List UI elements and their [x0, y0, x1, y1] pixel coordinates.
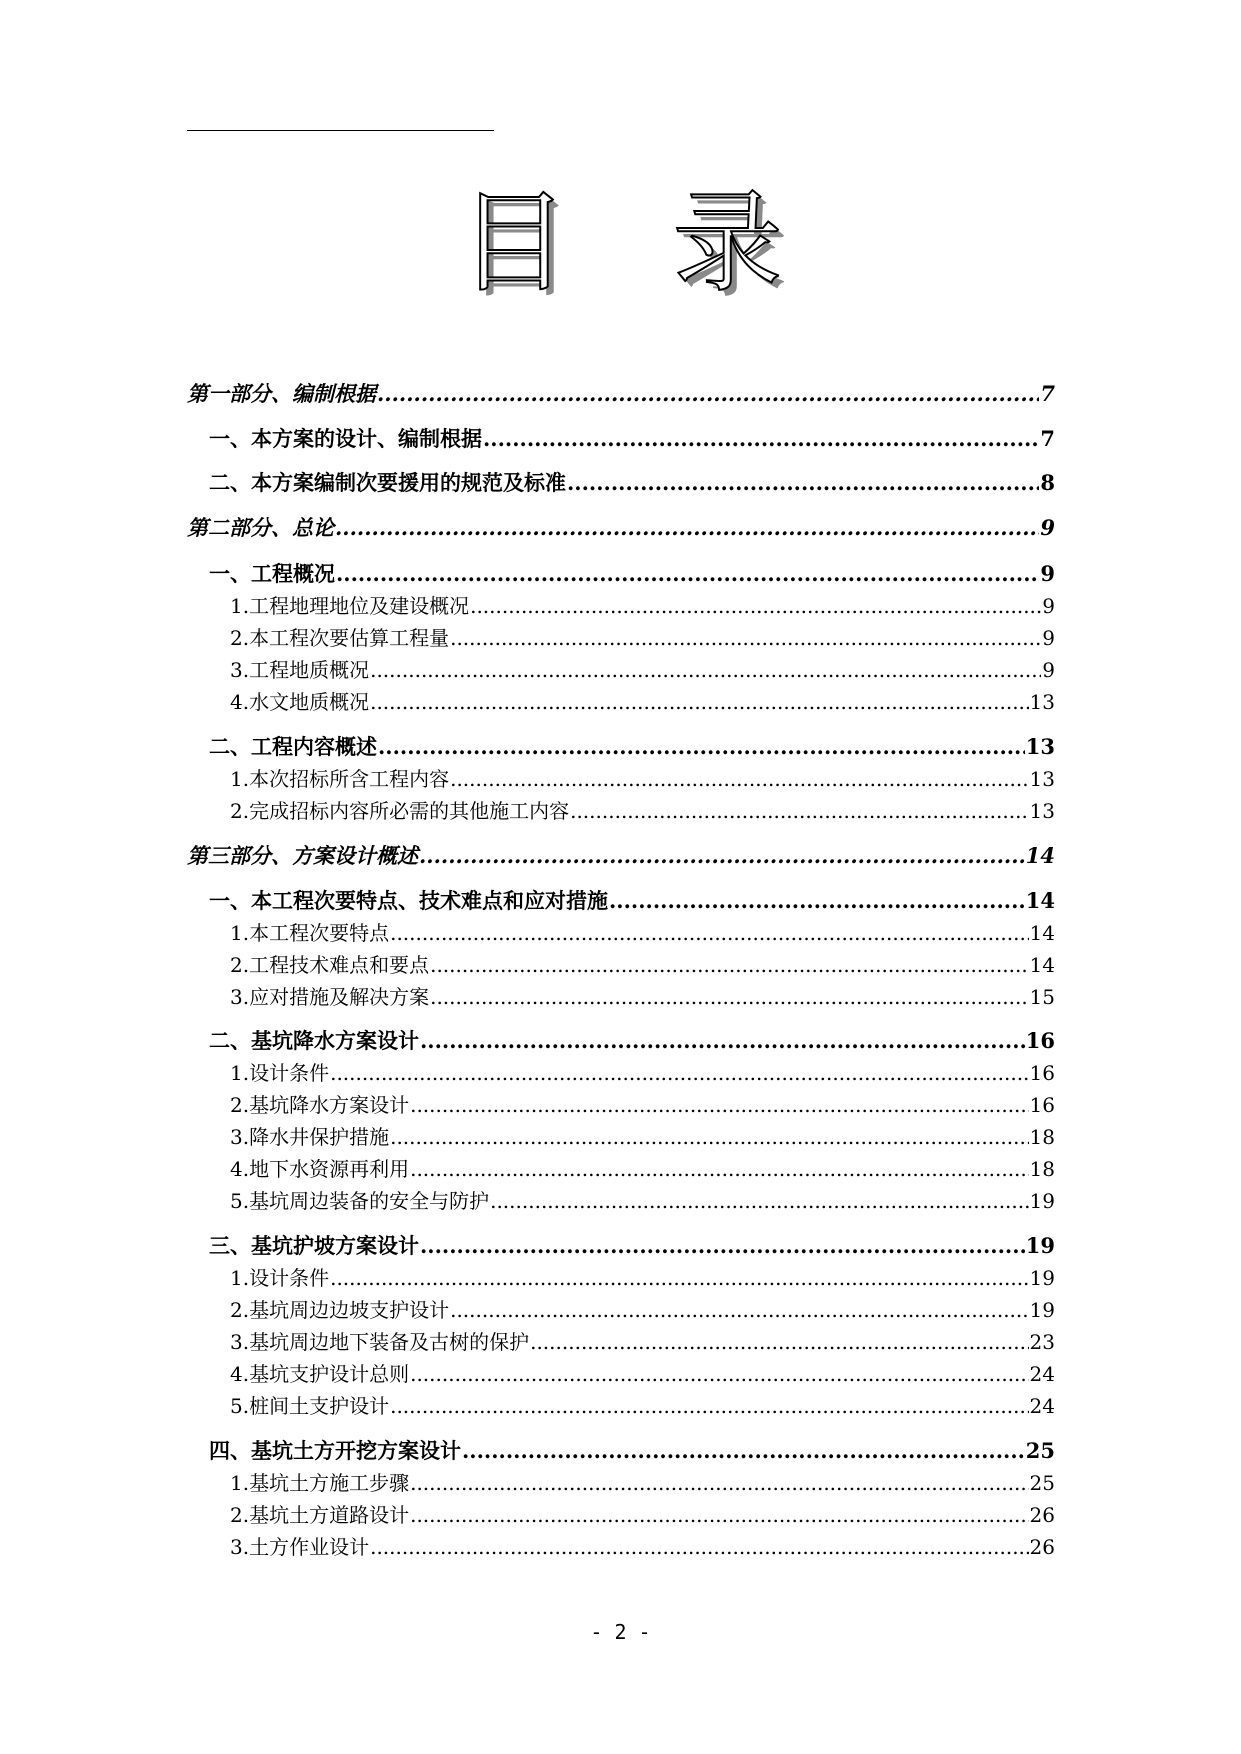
toc-entry[interactable] [209, 423, 1055, 453]
toc-dot-leader [470, 594, 1041, 618]
toc-entry-page: 15 [1029, 985, 1055, 1009]
toc-entry[interactable] [209, 885, 1055, 915]
toc-entry-label: 一、工程概况 [209, 561, 335, 586]
page-title [0, 178, 1241, 308]
toc-entry[interactable] [230, 1358, 1055, 1387]
toc-entry[interactable] [209, 467, 1055, 497]
toc-dot-leader [567, 470, 1039, 495]
toc-entry[interactable] [187, 840, 1055, 870]
toc-entry-label: 三、基坑护坡方案设计 [209, 1233, 419, 1258]
toc-entry-page: 14 [1029, 953, 1055, 977]
toc-entry-label: 2.基坑土方道路设计 [230, 1503, 410, 1527]
toc-dot-leader [420, 1028, 1025, 1053]
toc-entry[interactable] [230, 1531, 1055, 1560]
toc-entry-page: 13 [1029, 690, 1055, 714]
toc-entry[interactable] [230, 1121, 1055, 1150]
toc-dot-leader [390, 1394, 1028, 1418]
toc-entry-label: 第二部分、总论 [187, 515, 334, 540]
toc-dot-leader [330, 1266, 1028, 1290]
page-number: - 2 - [590, 1620, 651, 1644]
toc-entry-label: 3.基坑周边地下装备及古树的保护 [230, 1330, 530, 1354]
toc-entry-page: 19 [1029, 1189, 1055, 1213]
toc-entry-label: 4.地下水资源再利用 [230, 1157, 410, 1181]
toc-entry-page: 18 [1029, 1157, 1055, 1181]
toc-entry-page: 19 [1025, 1233, 1055, 1258]
toc-entry-label: 3.降水井保护措施 [230, 1125, 390, 1149]
toc-dot-leader [490, 1189, 1028, 1213]
toc-entry[interactable] [187, 378, 1055, 408]
toc-entry-label: 第三部分、方案设计概述 [187, 843, 418, 868]
toc-entry-page: 13 [1029, 767, 1055, 791]
toc-dot-leader [410, 1471, 1028, 1495]
toc-entry[interactable] [230, 1185, 1055, 1214]
toc-dot-leader [570, 799, 1028, 823]
toc-dot-leader [450, 1298, 1028, 1322]
toc-dot-leader [410, 1503, 1028, 1527]
toc-dot-leader [410, 1362, 1028, 1386]
toc-entry-label: 二、基坑降水方案设计 [209, 1028, 419, 1053]
toc-entry-label: 第一部分、编制根据 [187, 381, 376, 406]
toc-entry-label: 2.基坑周边边坡支护设计 [230, 1298, 450, 1322]
toc-entry-label: 1.工程地理地位及建设概况 [230, 594, 470, 618]
toc-entry-label: 一、本工程次要特点、技术难点和应对措施 [209, 888, 608, 913]
title-char-1: 目 [458, 179, 569, 307]
toc-dot-leader [430, 953, 1028, 977]
toc-entry-page: 8 [1040, 470, 1055, 495]
toc-entry[interactable] [230, 795, 1055, 824]
toc-entry-page: 16 [1025, 1028, 1055, 1053]
toc-entry[interactable] [230, 1499, 1055, 1528]
toc-entry-page: 14 [1025, 888, 1055, 913]
toc-entry[interactable] [209, 1230, 1055, 1260]
toc-dot-leader [390, 921, 1028, 945]
toc-entry-page: 19 [1029, 1266, 1055, 1290]
toc-entry-page: 9 [1042, 626, 1055, 650]
toc-dot-leader [483, 426, 1039, 451]
toc-entry-label: 一、本方案的设计、编制根据 [209, 426, 482, 451]
toc-entry[interactable] [230, 590, 1055, 619]
toc-entry[interactable] [230, 1262, 1055, 1291]
toc-entry-page: 19 [1029, 1298, 1055, 1322]
toc-dot-leader [609, 888, 1025, 913]
toc-entry-label: 2.工程技术难点和要点 [230, 953, 430, 977]
toc-entry-page: 7 [1040, 426, 1055, 451]
toc-entry-page: 24 [1029, 1362, 1055, 1386]
toc-entry-label: 1.基坑土方施工步骤 [230, 1471, 410, 1495]
toc-dot-leader [330, 1061, 1028, 1085]
toc-entry-page: 18 [1029, 1125, 1055, 1149]
toc-dot-leader [410, 1157, 1028, 1181]
toc-entry[interactable] [230, 1153, 1055, 1182]
title-char-2: 录 [672, 179, 783, 307]
toc-dot-leader [370, 1535, 1028, 1559]
toc-entry-page: 9 [1042, 658, 1055, 682]
toc-entry-page: 26 [1029, 1503, 1055, 1527]
toc-entry-page: 7 [1040, 381, 1055, 406]
toc-entry-label: 四、基坑土方开挖方案设计 [209, 1438, 461, 1463]
toc-entry-page: 9 [1040, 561, 1055, 586]
toc-entry[interactable] [230, 686, 1055, 715]
toc-entry[interactable] [209, 731, 1055, 761]
toc-dot-leader [370, 690, 1028, 714]
toc-entry[interactable] [230, 622, 1055, 651]
toc-entry[interactable] [230, 917, 1055, 946]
toc-dot-leader [420, 1233, 1025, 1258]
toc-dot-leader [530, 1330, 1028, 1354]
toc-entry-page: 9 [1042, 594, 1055, 618]
toc-entry[interactable] [230, 1089, 1055, 1118]
toc-entry[interactable] [209, 558, 1055, 588]
toc-dot-leader [335, 515, 1039, 540]
toc-entry-page: 14 [1029, 921, 1055, 945]
toc-dot-leader [410, 1093, 1028, 1117]
toc-entry-page: 25 [1029, 1471, 1055, 1495]
toc-dot-leader [450, 767, 1028, 791]
toc-entry[interactable] [230, 981, 1055, 1010]
toc-entry[interactable] [230, 1467, 1055, 1496]
toc-dot-leader [378, 734, 1025, 759]
toc-entry-page: 26 [1029, 1535, 1055, 1559]
toc-dot-leader [377, 381, 1039, 406]
toc-entry-label: 4.水文地质概况 [230, 690, 370, 714]
toc-entry-page: 13 [1025, 734, 1055, 759]
toc-entry[interactable] [187, 512, 1055, 542]
toc-entry[interactable] [209, 1435, 1055, 1465]
toc-entry-label: 1.设计条件 [230, 1061, 330, 1085]
toc-entry-label: 二、工程内容概述 [209, 734, 377, 759]
toc-entry[interactable] [230, 1057, 1055, 1086]
toc-entry-label: 5.基坑周边装备的安全与防护 [230, 1189, 490, 1213]
toc-entry-label: 4.基坑支护设计总则 [230, 1362, 410, 1386]
toc-entry-page: 23 [1029, 1330, 1055, 1354]
toc-entry[interactable] [230, 1390, 1055, 1419]
toc-entry-page: 13 [1029, 799, 1055, 823]
toc-entry[interactable] [230, 763, 1055, 792]
toc-entry-label: 3.土方作业设计 [230, 1535, 370, 1559]
toc-entry[interactable] [230, 1294, 1055, 1323]
toc-dot-leader [390, 1125, 1028, 1149]
toc-entry[interactable] [230, 1326, 1055, 1355]
toc-dot-leader [462, 1438, 1025, 1463]
toc-entry-label: 3.工程地质概况 [230, 658, 370, 682]
toc-entry[interactable] [230, 949, 1055, 978]
toc-dot-leader [450, 626, 1041, 650]
toc-entry-label: 3.应对措施及解决方案 [230, 985, 430, 1009]
toc-entry-label: 二、本方案编制次要援用的规范及标准 [209, 470, 566, 495]
toc-entry-page: 24 [1029, 1394, 1055, 1418]
toc-entry-page: 25 [1025, 1438, 1055, 1463]
toc-entry[interactable] [230, 654, 1055, 683]
toc-entry-label: 2.基坑降水方案设计 [230, 1093, 410, 1117]
toc-entry-label: 1.设计条件 [230, 1266, 330, 1290]
toc-entry-page: 16 [1029, 1061, 1055, 1085]
header-rule [187, 130, 494, 131]
toc-entry-label: 5.桩间土支护设计 [230, 1394, 390, 1418]
toc-dot-leader [419, 843, 1025, 868]
toc-dot-leader [370, 658, 1041, 682]
toc-entry-page: 14 [1025, 843, 1055, 868]
toc-entry-label: 1.本工程次要特点 [230, 921, 390, 945]
toc-entry-page: 9 [1040, 515, 1055, 540]
toc-dot-leader [336, 561, 1039, 586]
toc-dot-leader [430, 985, 1028, 1009]
toc-entry[interactable] [209, 1025, 1055, 1055]
toc-entry-label: 2.本工程次要估算工程量 [230, 626, 450, 650]
toc-entry-label: 2.完成招标内容所必需的其他施工内容 [230, 799, 570, 823]
toc-entry-page: 16 [1029, 1093, 1055, 1117]
toc-entry-label: 1.本次招标所含工程内容 [230, 767, 450, 791]
